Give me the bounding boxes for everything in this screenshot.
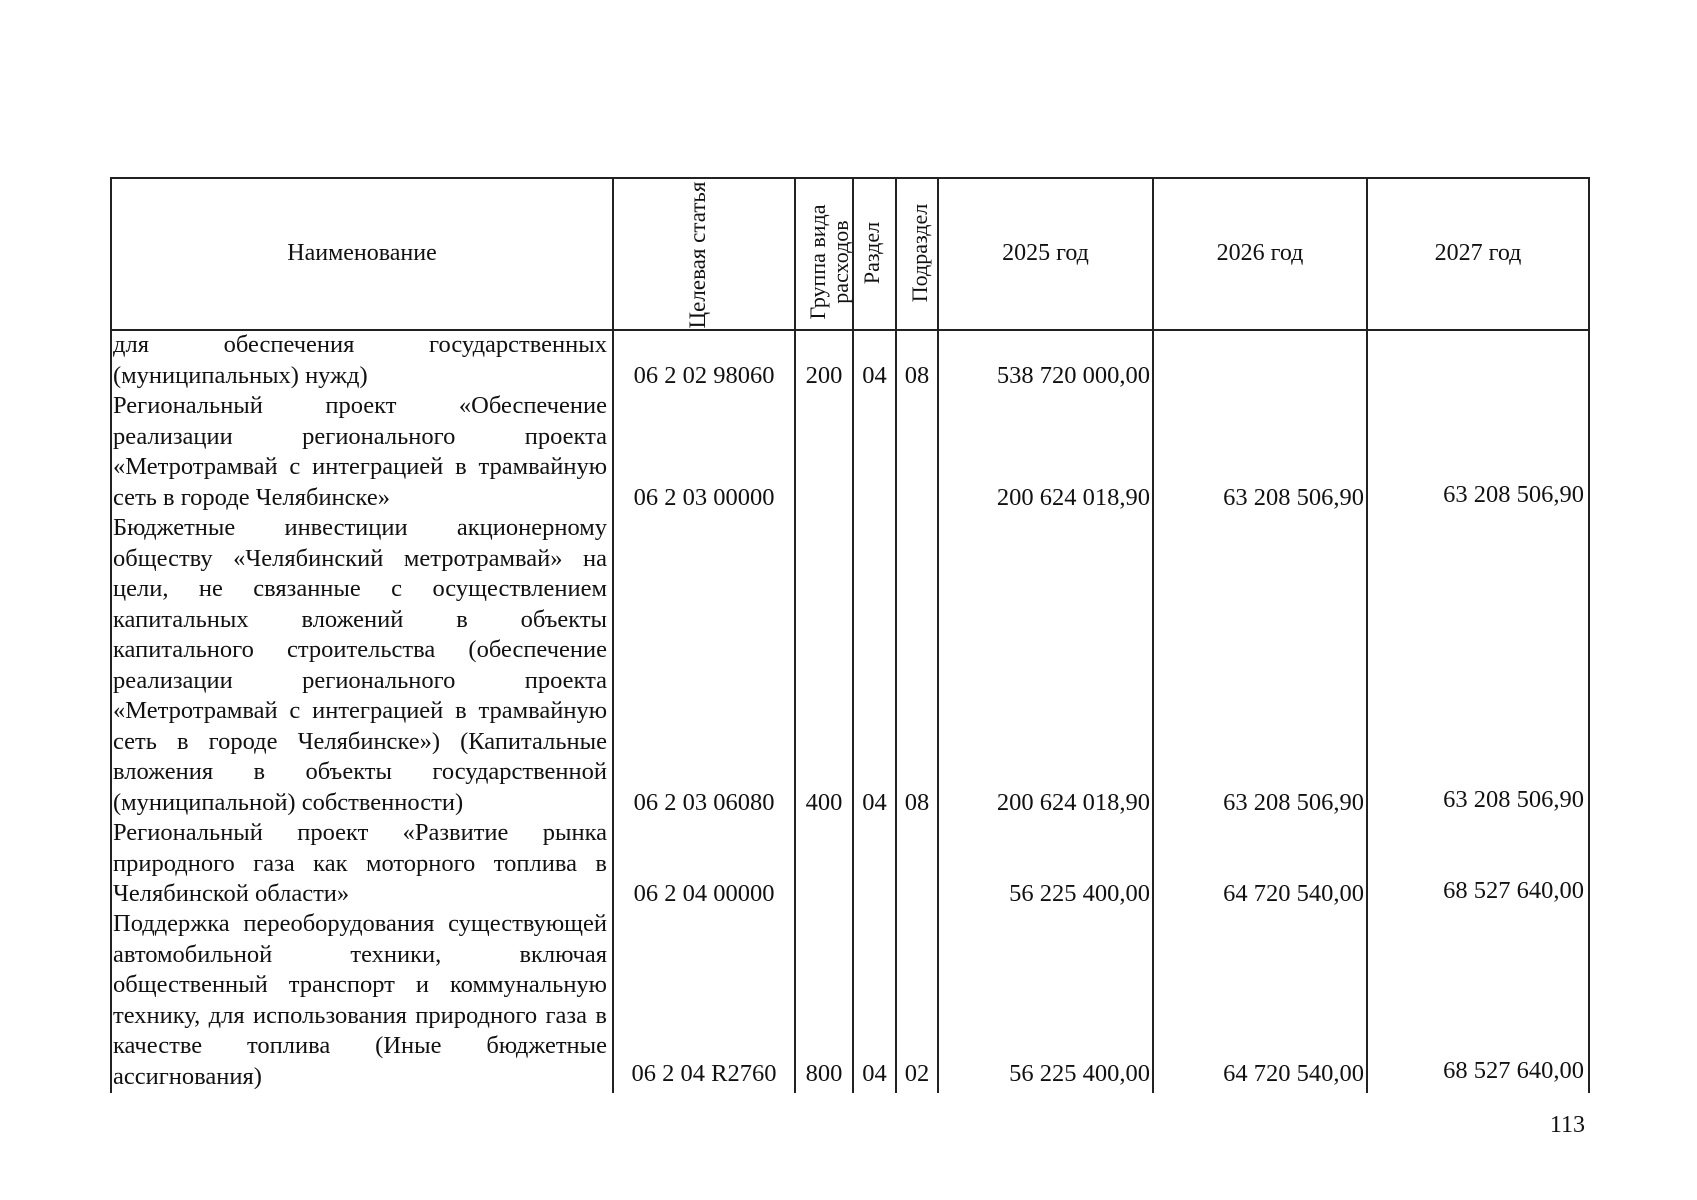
col-divider — [612, 177, 614, 1093]
table-row-section: 04 — [862, 789, 887, 816]
table-row-group: 800 — [805, 1060, 843, 1087]
table-row-group: 400 — [805, 789, 843, 816]
table-row-2026: 64 720 540,00 — [1223, 880, 1364, 907]
table-row-2025: 200 624 018,90 — [996, 789, 1150, 816]
header-name: Наименование — [287, 240, 437, 267]
table-row-group: 200 — [805, 362, 843, 389]
table-row-code: 06 2 04 00000 — [633, 880, 775, 907]
table-row-subsection: 02 — [904, 1060, 930, 1087]
table-row-section: 04 — [862, 362, 887, 389]
table-row-2026: 63 208 506,90 — [1223, 484, 1364, 511]
table-row-name: Бюджетные инвестиции акционерному обществу «Челябинский метротрамвай» на цели, не связанные с осуществлением капитальных вложений в объекты капитального строительства (обеспечение реализации регионального проекта «Метротрамвай с интеграцией в трамвайную сеть в городе Челябинске») (Капитальные вложения в объекты государственной (муниципальной) собственности) — [113, 514, 607, 816]
table-row-code: 06 2 04 R2760 — [631, 1060, 777, 1087]
table-row-2026: 64 720 540,00 — [1223, 1060, 1364, 1087]
header-2025: 2025 год — [1002, 240, 1089, 267]
table-row-2025: 200 624 018,90 — [996, 484, 1150, 511]
page-number: 113 — [1549, 1112, 1585, 1138]
table-row-name: для обеспечения государственных (муниципальных) нужд) — [113, 331, 607, 389]
table-row-code: 06 2 02 98060 — [633, 362, 775, 389]
table-row-subsection: 08 — [904, 789, 930, 816]
table-row-code: 06 2 03 00000 — [633, 484, 775, 511]
table-row-name: Региональный проект «Обеспечение реализации регионального проекта «Метротрамвай с интеграцией в трамвайную сеть в городе Челябинске» — [113, 392, 607, 511]
table-row-subsection: 08 — [904, 362, 930, 389]
header-subsection: Подраздел — [907, 203, 932, 303]
col-divider — [794, 177, 796, 1093]
table-row-code: 06 2 03 06080 — [633, 789, 775, 816]
table-row-2027: 68 527 640,00 — [1443, 1057, 1584, 1084]
col-divider — [895, 177, 897, 1093]
header-expense-group: Группа вида расходов — [805, 204, 854, 320]
header-section: Раздел — [859, 221, 884, 285]
header-target-item: Целевая статья — [685, 181, 710, 329]
header-2027: 2027 год — [1434, 240, 1522, 267]
header-2026: 2026 год — [1216, 240, 1304, 267]
table-row-2026: 63 208 506,90 — [1223, 789, 1364, 816]
table-row-2025: 56 225 400,00 — [1009, 1060, 1150, 1087]
table-row-2027: 63 208 506,90 — [1443, 786, 1584, 813]
table-row-name: Поддержка переоборудования существующей автомобильной техники, включая общественный транспорт и коммунальную технику, для использования природного газа в качестве топлива (Иные бюджетные ассигнования) — [113, 910, 607, 1090]
table-row-section: 04 — [862, 1060, 887, 1087]
table-row-2027: 68 527 640,00 — [1443, 877, 1584, 904]
table-row-2025: 56 225 400,00 — [1009, 880, 1150, 907]
table-row-name: Региональный проект «Развитие рынка природного газа как моторного топлива в Челябинской области» — [113, 819, 607, 907]
table-row-2025: 538 720 000,00 — [996, 362, 1150, 389]
table-row-2027: 63 208 506,90 — [1443, 481, 1584, 508]
